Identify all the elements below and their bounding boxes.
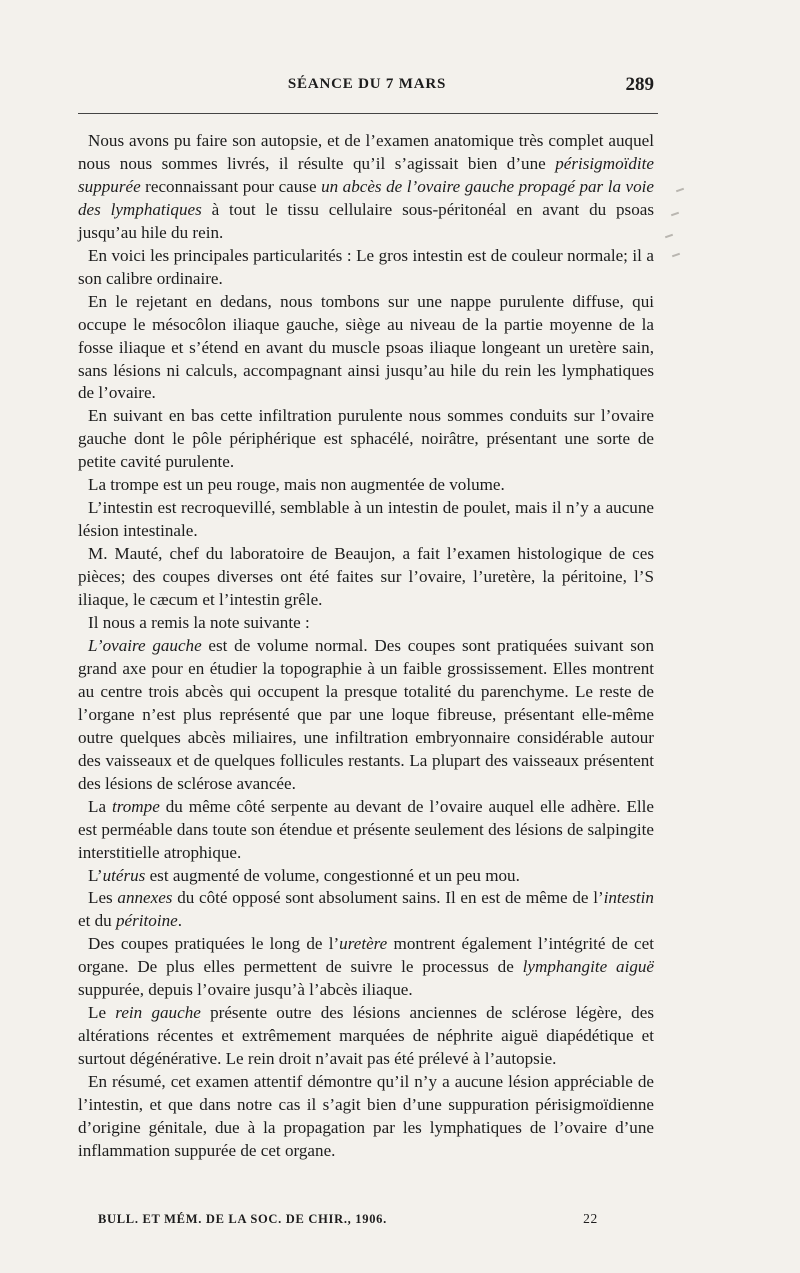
signature-mark: 22 xyxy=(583,1211,598,1226)
paragraph-trompe: La trompe est un peu rouge, mais non augmentée de volume. xyxy=(88,475,505,495)
text-run: et du xyxy=(78,911,116,931)
text-run: Nous avons pu faire son autopsie, et de l’examen anatomique très complet auquel nous nous sommes livrés, il résulte qu’il s’agissait bien d’une xyxy=(78,131,654,173)
paragraph-left-ovary: En suivant en bas cette infiltration purulente nous sommes conduits sur l’ovaire gauche dont le pôle périphérique est sphacélé, noirâtre, présentant une sorte de petite cavité purulente. xyxy=(78,406,654,472)
paragraph-histology: M. Mauté, chef du laboratoire de Beaujon, a fait l’examen histologique de ces pièces; des coupes diverses ont été faites sur l’ovaire, l’uretère, la péritoine, l’S iliaque, le cæcum et l’intestin grêle. xyxy=(78,544,654,610)
italic-term: périsigmoïdite suppurée xyxy=(78,153,654,196)
italic-term: utérus xyxy=(102,865,146,885)
text-run: La xyxy=(88,796,112,816)
footer-citation: BULL. ET MÉM. DE LA SOC. DE CHIR., 1906. xyxy=(98,1212,387,1226)
page-footer xyxy=(98,1212,598,1232)
italic-term: un abcès de l’ovaire gauche propagé par la voie des lymphatiques xyxy=(78,176,655,219)
paragraph-autopsy xyxy=(78,130,654,245)
text-run: Des coupes pratiquées le long de l’ xyxy=(88,934,340,954)
italic-term: trompe xyxy=(111,796,160,816)
text-run: est augmenté de volume, congestionné et un peu mou. xyxy=(145,865,520,885)
paragraph-ureter-note xyxy=(78,933,654,1002)
running-head: SÉANCE DU 7 MARS xyxy=(287,76,447,92)
text-run: reconnaissant pour cause xyxy=(140,176,322,196)
italic-term: intestin xyxy=(603,888,654,908)
paragraph-summary: En résumé, cet examen attentif démontre qu’il n’y a aucune lésion appréciable de l’intestin, et que dans notre cas il s’agit bien d’une suppuration périsigmoïdienne d’origine génitale, due à la propagation par les lymphatiques de l’ovaire d’une inflammation suppurée de cet organe. xyxy=(78,1072,654,1160)
text-run: présente outre des lésions anciennes de sclérose légère, des altérations récentes et extrêmement marquées de néphrite aiguë diapédétique et surtout dégénérative. Le rein droit n’avait pas été prélevé à l’autopsie. xyxy=(78,1003,654,1069)
margin-mark xyxy=(665,234,673,239)
paragraph-particularities: En voici les principales particularités : Le gros intestin est de couleur normale; il a son calibre ordinaire. xyxy=(78,245,654,288)
paragraph-ovary-note xyxy=(78,635,654,796)
text-run: du même côté serpente au devant de l’ovaire auquel elle adhère. Elle est perméable dans toute son étendue et présente seulement des lésions de salpingite interstitielle atrophique. xyxy=(78,796,654,862)
text-run: Les xyxy=(88,888,118,908)
text-run: à tout le tissu cellulaire sous-péritonéal en avant du psoas jusqu’au hile du rein. xyxy=(78,199,654,242)
margin-mark xyxy=(671,212,679,217)
italic-term: rein gauche xyxy=(115,1003,201,1023)
italic-term: annexes xyxy=(117,888,173,908)
paragraph-kidney-note xyxy=(78,1002,654,1071)
paragraph-annexes-note xyxy=(78,887,654,933)
italic-term: uretère xyxy=(339,934,388,954)
italic-term: péritoine xyxy=(115,911,178,931)
margin-mark xyxy=(676,188,684,193)
text-run: . xyxy=(177,911,182,931)
paragraph-intestine: L’intestin est recroquevillé, semblable à un intestin de poulet, mais il n’y a aucune lésion intestinale. xyxy=(78,498,654,541)
header-rule xyxy=(78,113,658,114)
italic-term: L’ovaire gauche xyxy=(88,635,202,655)
paragraph-uterus-note xyxy=(78,865,654,888)
text-run: Le xyxy=(88,1003,116,1023)
text-run: suppurée, depuis l’ovaire jusqu’à l’abcès iliaque. xyxy=(78,980,413,1000)
page-number: 289 xyxy=(625,74,654,95)
text-run: du côté opposé sont absolument sains. Il en est de même de l’ xyxy=(172,888,604,908)
body-text xyxy=(78,130,654,1163)
italic-term: lymphangite aiguë xyxy=(522,957,654,977)
text-run: montrent également l’intégrité de cet organe. De plus elles permettent de suivre le processus de xyxy=(78,934,654,977)
page-header xyxy=(80,74,654,104)
text-run: est de volume normal. Des coupes sont pratiquées suivant son grand axe pour en étudier la topographie à un faible grossissement. Elles montrent au centre trois abcès qui occupent la presque totalité du parenchyme. Le reste de l’organe n’est plus représenté que par une loque fibreuse, présentant elle-même outre quelques abcès miliaires, une infiltration embryonnaire considérable autour des vaisseaux et de quelques follicules restants. La plupart des vaisseaux présentent des lésions de sclérose avancée. xyxy=(78,635,654,793)
paragraph-purulent-layer: En le rejetant en dedans, nous tombons sur une nappe purulente diffuse, qui occupe le mésocôlon iliaque gauche, siège au niveau de la partie moyenne de la fosse iliaque et s’étend en avant du muscle psoas iliaque longeant un uretère sain, sans lésions ni calculs, accompagnant ainsi jusqu’au hile du rein les lymphatiques de l’ovaire. xyxy=(78,291,654,403)
paragraph-note-intro: Il nous a remis la note suivante : xyxy=(88,613,310,633)
text-run: L’ xyxy=(88,865,103,885)
margin-mark xyxy=(672,253,680,258)
paragraph-trompe-note xyxy=(78,796,654,865)
